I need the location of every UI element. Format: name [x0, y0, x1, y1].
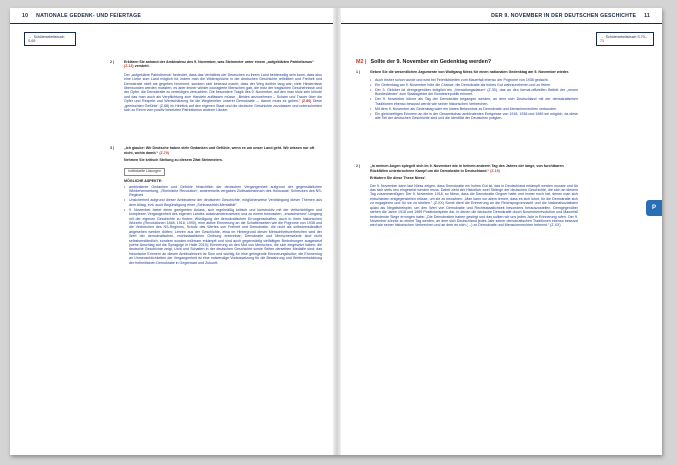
task-quote: „In meinen Augen spiegelt sich im 9. November wie in keinem anderen Tag des Jahres der lange, von furchtbaren Rückfällen unterbrochene Kampf um die Demokratie in Deutschland.“	[370, 164, 564, 173]
task-number: 2 |	[110, 60, 115, 64]
task-statement: Erklären Sie anhand der Ambivalenz des 9. November, was Steinmeier unter einem „aufgeklärten Patriotismus“	[124, 60, 314, 64]
list-item: • Ein gleichzeitiges Erinnern an die in der Gesamtschau ambivalenten Ereignisse von 1918, 1938 und 1989 sei möglich, da diese alle Teil der deutschen Geschichte sind und die Identität der Deutschen prägten.	[370, 112, 578, 121]
left-workbook-reference	[24, 32, 76, 46]
m2-heading	[356, 60, 578, 64]
right-page-number: 11	[644, 13, 650, 19]
answer-text: Der „aufgeklärte Patriotismus“ bedeutet, dass das Verhältnis der Deutschen zu ihrem Land beiderseitig sein kann, dass also eine Liebe zum Land möglich ist, indem man die Widersprüche in der deutschen Geschichte reflektiert und Freiheit und Demokratie nicht als gegeben hinnimmt, sondern sich bewusst macht, dass der Weg dorthin lang war; viele Hindernisse überwunden werden mussten, es aber immer wieder couragierte Menschen gab, die trotz der tragischen Geschehnisse und der Opfer, die Demokratie zu verteidigen versuchten. Die besondere Tragik des 9. November, auf den man stolz sein könnte und das man auch als Verpflichtung zum Handeln auffassen müsse, „Beides anzunehmen – Scham und Trauer über die Opfer und Respekt und Wertschätzung für die Wegbereiter unserer Demokratie –, darum muss es gehen.“	[124, 72, 322, 104]
m2-label: M2 |	[356, 59, 367, 65]
right-task-1-answer	[370, 78, 578, 121]
task-text: Geben Sie die wesentlichen Argumente von Wolfgang Niess für einen nationalen Gedenktag am 9. November wieder.	[370, 70, 570, 75]
right-workbook-reference-text: Schülerarbeitsbuch S.70–71	[600, 34, 647, 44]
task-instruction: Erläutern Sie diese These Niess’.	[370, 176, 427, 181]
task-number: 3 |	[110, 146, 115, 151]
list-item: • Ein Gedenktag am 9. November böte die Chance, die Demokratie als hohes Gut wahrzunehmen und zu feiern.	[370, 83, 578, 87]
m2-title: Sollte der 9. November ein Gedenktag werden?	[370, 59, 492, 65]
task-text	[124, 146, 322, 162]
left-task-3-answer	[124, 166, 322, 265]
arrow-right-icon: →	[600, 34, 604, 39]
list-item: • 9. November bietet einen geeigneten Anlass, sich regelmäßig kritisch und konstruktiv mit der vielschichtigen und komplexen Vergangenheit des eigenen Landes auseinanderzusetzen und zu einem bewussten, „erwachsenen“ Umgang mit der eigenen Geschichte zu finden; Würdigung der demokratischen Errungenschaften, auch in ihren historischen Wurzeln (Revolutionen 1848, 1918, 1990), eine aktive Erinnerung an die Schattenseiten wie die Pogrome von 1938 und die Verbrechen des NS-Regimes, Schutz des Wertes von Freiheit und Demokratie, die nicht als selbstverständlich angesehen werden dürfen; Lehren aus der Geschichte, etwa im Hintergrund dieser Menschheitsverbrechen wird der Wert der demokratischen, rechtsstaatlichen Ordnung erkennbar; Demokratie und Menschenwürde sind nicht selbstverständlich, sondern wurden mühsam erkämpft und sind auch gegenwärtig vielfältigen Bedrohungen ausgesetzt (siehe Anschlag auf die Synagoge in Halle 2019); Erinnerung an den Mut von Menschen, die sich eingesetzt haben; die deutsche Geschichte zeigt, Licht und Schatten in der deutschen Geschichte sowie Seiten derselben Medaille sind; das historische Erinnern an diesen Ambivalenzen ist Sinn und wichtig für eine gelingende Erinnerungskultur; die Erinnerung an Unmenschlichkeiten der Vergangenheit ist eine notwendige Voraussetzung für die Bewahrung und Weiterentwicklung der freiheitlichen Demokratie in Gegenwart und Zukunft.	[124, 208, 322, 265]
left-task-2-answer	[124, 73, 322, 113]
task-quote: „Ich glaube: Wir Deutsche haben viele Gedanken und Gefühle, wenn es um unser Land geht. Wir wissen nur oft nicht, wohin damit.“	[124, 146, 315, 155]
arrow-right-icon: →	[28, 34, 32, 39]
task-text	[124, 60, 322, 69]
task-number: 1 |	[356, 70, 361, 75]
task-instruction: Nehmen Sie kritisch Stellung zu diesem Zitat Steinmeiers.	[124, 158, 223, 163]
right-task-2	[356, 164, 578, 180]
aspects-list	[124, 185, 322, 266]
task-text	[370, 164, 578, 180]
task-number: 2 |	[356, 164, 361, 169]
right-header-title: DER 9. NOVEMBER IN DER DEUTSCHEN GESCHICHTE	[491, 13, 637, 19]
left-task-2	[110, 60, 322, 69]
line-reference: (Z.13)	[124, 64, 134, 69]
left-header-title: NATIONALE GEDENK- UND FEIERTAGE	[36, 13, 142, 19]
left-workbook-reference-text: Schülerarbeitsbuch S.69	[28, 34, 65, 44]
aspects-title: MÖGLICHE ASPEKTE:	[124, 178, 163, 183]
answer-text-end: Diese „gemischten Gefühle“ (Z.88) im Hinblick auf den eigenen Staat und die deutsche Geschichte zuzulassen und unterscheiden sich zu Recht vom positiv besetzten Patriotismus anderer Länder.	[124, 99, 323, 113]
book-gutter	[333, 8, 341, 455]
list-item: • ambivalente Gedanken und Gefühle hinsichtlich der deutschen Vergangenheit aufgrund der gegensätzlichen Wiederverwertung, „Rheinliche Revolution“, andererseits vergaben Zivilisationsbruch des Holocaust, Schrecken des NS-Regimes	[124, 185, 322, 198]
task-statement-end: versteht.	[134, 64, 150, 69]
list-item: • Der 9. November könne als Tag der Demokratie begangen werden, an dem sich Deutschland mit der demokratischen Traditionen ebenso bewusst werde wie seiner historischen Verbrechen.	[370, 97, 578, 106]
list-item: • Unsicherheit aufgrund dieser Ambivalenz der deutschen Geschichte, möglicherweise Verdrängung dieser Themen aus dem Alltag, evtl. auch Begünstigung einer „Schlussstrich-Mentalität“	[124, 198, 322, 207]
solution-tag: Individuelle Lösungen	[124, 168, 165, 176]
right-workbook-reference	[596, 32, 654, 46]
left-header-rule	[10, 23, 333, 24]
left-column	[110, 60, 322, 266]
line-reference: (Z.79)	[159, 150, 169, 155]
list-item: • Der 3. Oktober ist demgegenüber lediglich ein „Verwaltungsdatum“ (Z.30), das an den formal-offiziellen Beitritt der „neuen Bundesländer“ zum Staatsgebiet der Bundesrepublik erinnert.	[370, 88, 578, 97]
arguments-list	[370, 78, 578, 121]
right-task-2-answer: Der 9. November kann laut Niess zeigen, dass Demokratie ein hohes Gut ist, das in Deutschland erkämpft werden musste und für das sich stets neu eingesetzt werden muss. Dabei zieht der Historiker zwei Stränge der deutschen Geschichte, die sich an diesem Tag zusammenfügen: Der 9. November 1918, so Niess, dass die Demokratie Gegner hatte und immer noch hat, denen man sich entschieden entgegenstellen müsse, um sie zu bewahren: „Man kann vor allem lernen, dass es sich lohnt, für die Demokratie sich zu engagieren und für sie zu streiten.“ (Z.XX) Somit dient die Erinnerung an die Reichspogromnacht und die Nationalsozialisten quasi als Negativbeispiel, um den Wert von Demokratie und Rechtsstaatlichkeit besonders herauszustellen. Demgegenüber stehen die Jahre 1918 und 1989 Positivbeispiele dar, in denen die deutsche Demokratie durch Novemberrevolution und Mauerfall bedeutende Siege errungen habe: „Die Demokratien haben gesiegt und das sollten wir uns jedes Jahr in Erinnerung rufen. Der 9. November könnte zu einem Tag werden, an dem sich Deutschland jedes Jahr seiner demokratischen Traditionen ebenso bewusst wird wie seiner historischen Verbrechen und an dem es sich (…) zu Demokratie und Menschenrechten bekennt.“ (Z.XX)	[370, 183, 578, 228]
left-page-header	[22, 8, 141, 24]
right-task-1	[356, 70, 578, 74]
list-item: • Auch bisher schon wurde und wird bei Feierlichkeiten zum Mauerfall ebenso der Pogrome von 1938 gedacht.	[370, 78, 578, 82]
left-page-number: 10	[22, 13, 29, 19]
right-column	[356, 60, 578, 228]
line-reference: (Z.19)	[490, 168, 500, 173]
book-spread	[10, 8, 662, 455]
right-header-rule	[341, 23, 662, 24]
right-page-header	[491, 8, 650, 24]
list-item: • Mit dem 9. November als Gedenktag wäre ein klares Bekenntnis zu Demokratie und Menschenrechten verbunden.	[370, 107, 578, 111]
chapter-badge: P	[646, 200, 662, 216]
left-task-3	[110, 146, 322, 162]
line-reference: (Z.86)	[301, 99, 312, 104]
